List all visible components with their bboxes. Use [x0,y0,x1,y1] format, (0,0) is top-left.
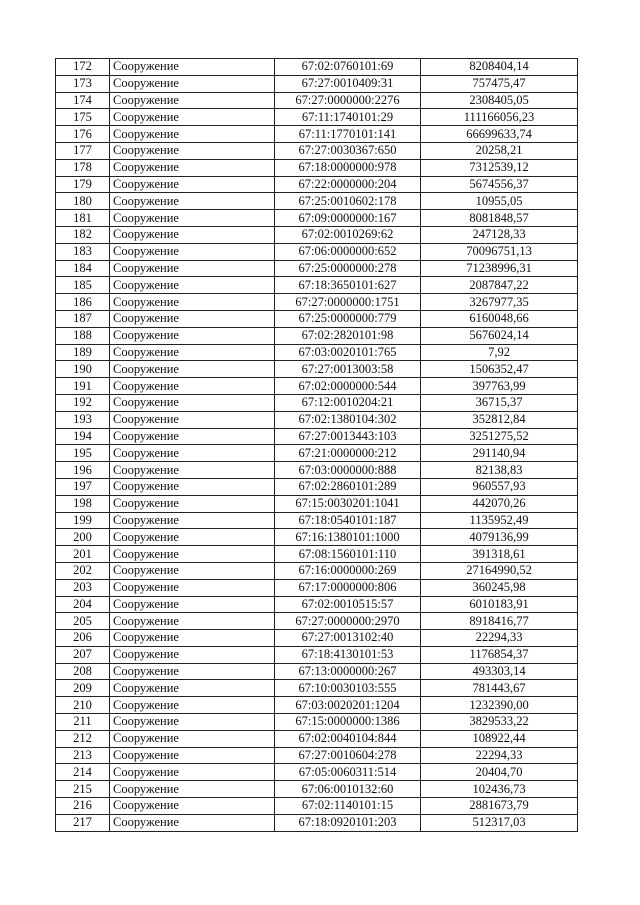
cadastral-number-cell: 67:18:0000000:978 [275,159,421,176]
object-type-cell: Сооружение [110,730,275,747]
row-number-cell: 185 [56,277,110,294]
row-number-cell: 196 [56,462,110,479]
table-row [56,176,578,193]
table-row [56,529,578,546]
row-number-cell: 184 [56,260,110,277]
cadastral-value-cell: 20404,70 [421,764,578,781]
object-type-cell: Сооружение [110,277,275,294]
table-row [56,798,578,815]
table-row [56,495,578,512]
object-type-cell: Сооружение [110,462,275,479]
table-row [56,59,578,76]
row-number-cell: 215 [56,781,110,798]
cadastral-value-cell: 7,92 [421,344,578,361]
table-row [56,613,578,630]
cadastral-number-cell: 67:16:0000000:269 [275,562,421,579]
table-row [56,663,578,680]
cadastral-number-cell: 67:15:0030201:1041 [275,495,421,512]
cadastral-value-cell: 36715,37 [421,394,578,411]
object-type-cell: Сооружение [110,781,275,798]
object-type-cell: Сооружение [110,159,275,176]
row-number-cell: 199 [56,512,110,529]
row-number-cell: 216 [56,798,110,815]
object-type-cell: Сооружение [110,176,275,193]
row-number-cell: 181 [56,210,110,227]
object-type-cell: Сооружение [110,714,275,731]
object-type-cell: Сооружение [110,210,275,227]
object-type-cell: Сооружение [110,445,275,462]
object-type-cell: Сооружение [110,428,275,445]
cadastral-value-cell: 352812,84 [421,411,578,428]
object-type-cell: Сооружение [110,92,275,109]
object-type-cell: Сооружение [110,529,275,546]
row-number-cell: 205 [56,613,110,630]
cadastral-value-cell: 1176854,37 [421,646,578,663]
table-row [56,210,578,227]
object-type-cell: Сооружение [110,378,275,395]
cadastral-value-cell: 22294,33 [421,747,578,764]
cadastral-value-cell: 108922,44 [421,730,578,747]
object-type-cell: Сооружение [110,193,275,210]
object-type-cell: Сооружение [110,747,275,764]
table-row [56,445,578,462]
cadastral-number-cell: 67:12:0010204:21 [275,394,421,411]
cadastral-number-cell: 67:27:0000000:2970 [275,613,421,630]
table-row [56,680,578,697]
row-number-cell: 198 [56,495,110,512]
object-type-cell: Сооружение [110,814,275,831]
row-number-cell: 192 [56,394,110,411]
cadastral-value-cell: 27164990,52 [421,562,578,579]
object-type-cell: Сооружение [110,75,275,92]
cadastral-number-cell: 67:17:0000000:806 [275,579,421,596]
cadastral-number-cell: 67:22:0000000:204 [275,176,421,193]
cadastral-value-cell: 82138,83 [421,462,578,479]
table-row [56,747,578,764]
table-row [56,714,578,731]
cadastral-number-cell: 67:08:1560101:110 [275,546,421,563]
table-row [56,478,578,495]
cadastral-value-cell: 70096751,13 [421,243,578,260]
table-row [56,344,578,361]
table-row [56,378,578,395]
object-type-cell: Сооружение [110,646,275,663]
row-number-cell: 182 [56,226,110,243]
cadastral-number-cell: 67:09:0000000:167 [275,210,421,227]
table-row [56,109,578,126]
cadastral-number-cell: 67:11:1740101:29 [275,109,421,126]
table-row [56,243,578,260]
table-row [56,646,578,663]
table-row [56,294,578,311]
table-row [56,193,578,210]
table-row [56,428,578,445]
row-number-cell: 195 [56,445,110,462]
cadastral-value-cell: 1232390,00 [421,697,578,714]
cadastral-value-cell: 391318,61 [421,546,578,563]
cadastral-value-cell: 397763,99 [421,378,578,395]
row-number-cell: 190 [56,361,110,378]
table-row [56,126,578,143]
row-number-cell: 175 [56,109,110,126]
cadastral-value-cell: 757475,47 [421,75,578,92]
cadastral-value-cell: 291140,94 [421,445,578,462]
table-row [56,92,578,109]
cadastral-value-cell: 1135952,49 [421,512,578,529]
row-number-cell: 194 [56,428,110,445]
table-row [56,764,578,781]
object-type-cell: Сооружение [110,109,275,126]
row-number-cell: 173 [56,75,110,92]
object-type-cell: Сооружение [110,562,275,579]
cadastral-number-cell: 67:27:0000000:1751 [275,294,421,311]
table-row [56,579,578,596]
row-number-cell: 188 [56,327,110,344]
cadastral-value-cell: 102436,73 [421,781,578,798]
object-type-cell: Сооружение [110,630,275,647]
cadastral-number-cell: 67:02:0010269:62 [275,226,421,243]
cadastral-number-cell: 67:02:1380104:302 [275,411,421,428]
cadastral-number-cell: 67:27:0030367:650 [275,142,421,159]
cadastral-value-cell: 960557,93 [421,478,578,495]
registry-table-body [56,59,578,832]
object-type-cell: Сооружение [110,546,275,563]
table-row [56,260,578,277]
row-number-cell: 200 [56,529,110,546]
object-type-cell: Сооружение [110,411,275,428]
cadastral-value-cell: 2308405,05 [421,92,578,109]
cadastral-number-cell: 67:18:3650101:627 [275,277,421,294]
object-type-cell: Сооружение [110,613,275,630]
row-number-cell: 193 [56,411,110,428]
cadastral-number-cell: 67:11:1770101:141 [275,126,421,143]
cadastral-number-cell: 67:02:0760101:69 [275,59,421,76]
cadastral-value-cell: 10955,05 [421,193,578,210]
row-number-cell: 209 [56,680,110,697]
cadastral-number-cell: 67:15:0000000:1386 [275,714,421,731]
table-row [56,394,578,411]
cadastral-number-cell: 67:27:0000000:2276 [275,92,421,109]
table-row [56,562,578,579]
cadastral-number-cell: 67:03:0000000:888 [275,462,421,479]
cadastral-value-cell: 22294,33 [421,630,578,647]
cadastral-number-cell: 67:18:0920101:203 [275,814,421,831]
cadastral-number-cell: 67:02:2820101:98 [275,327,421,344]
cadastral-value-cell: 8081848,57 [421,210,578,227]
cadastral-value-cell: 8208404,14 [421,59,578,76]
table-row [56,277,578,294]
object-type-cell: Сооружение [110,579,275,596]
cadastral-number-cell: 67:13:0000000:267 [275,663,421,680]
cadastral-number-cell: 67:02:0040104:844 [275,730,421,747]
cadastral-value-cell: 3267977,35 [421,294,578,311]
table-row [56,411,578,428]
object-type-cell: Сооружение [110,294,275,311]
object-type-cell: Сооружение [110,512,275,529]
row-number-cell: 187 [56,310,110,327]
cadastral-value-cell: 2881673,79 [421,798,578,815]
row-number-cell: 176 [56,126,110,143]
cadastral-value-cell: 20258,21 [421,142,578,159]
cadastral-value-cell: 71238996,31 [421,260,578,277]
table-row [56,512,578,529]
object-type-cell: Сооружение [110,478,275,495]
row-number-cell: 191 [56,378,110,395]
cadastral-value-cell: 781443,67 [421,680,578,697]
cadastral-number-cell: 67:18:4130101:53 [275,646,421,663]
row-number-cell: 206 [56,630,110,647]
cadastral-value-cell: 111166056,23 [421,109,578,126]
object-type-cell: Сооружение [110,697,275,714]
row-number-cell: 212 [56,730,110,747]
table-row [56,361,578,378]
cadastral-number-cell: 67:25:0000000:779 [275,310,421,327]
cadastral-number-cell: 67:10:0030103:555 [275,680,421,697]
row-number-cell: 210 [56,697,110,714]
cadastral-number-cell: 67:27:0010409:31 [275,75,421,92]
cadastral-number-cell: 67:02:0000000:544 [275,378,421,395]
object-type-cell: Сооружение [110,596,275,613]
cadastral-number-cell: 67:21:0000000:212 [275,445,421,462]
row-number-cell: 172 [56,59,110,76]
cadastral-value-cell: 360245,98 [421,579,578,596]
cadastral-number-cell: 67:03:0020101:765 [275,344,421,361]
cadastral-number-cell: 67:25:0000000:278 [275,260,421,277]
cadastral-value-cell: 4079136,99 [421,529,578,546]
table-row [56,730,578,747]
cadastral-value-cell: 3829533,22 [421,714,578,731]
table-row [56,226,578,243]
row-number-cell: 204 [56,596,110,613]
table-row [56,159,578,176]
table-row [56,697,578,714]
object-type-cell: Сооружение [110,798,275,815]
row-number-cell: 214 [56,764,110,781]
row-number-cell: 180 [56,193,110,210]
cadastral-value-cell: 3251275,52 [421,428,578,445]
table-row [56,630,578,647]
table-row [56,596,578,613]
cadastral-number-cell: 67:27:0013003:58 [275,361,421,378]
object-type-cell: Сооружение [110,142,275,159]
table-row [56,75,578,92]
row-number-cell: 186 [56,294,110,311]
table-row [56,310,578,327]
row-number-cell: 202 [56,562,110,579]
cadastral-value-cell: 5674556,37 [421,176,578,193]
row-number-cell: 207 [56,646,110,663]
cadastral-number-cell: 67:27:0013102:40 [275,630,421,647]
cadastral-number-cell: 67:02:0010515:57 [275,596,421,613]
cadastral-value-cell: 8918416,77 [421,613,578,630]
cadastral-number-cell: 67:02:2860101:289 [275,478,421,495]
row-number-cell: 189 [56,344,110,361]
table-row [56,462,578,479]
cadastral-value-cell: 442070,26 [421,495,578,512]
row-number-cell: 201 [56,546,110,563]
cadastral-number-cell: 67:05:0060311:514 [275,764,421,781]
cadastral-number-cell: 67:02:1140101:15 [275,798,421,815]
cadastral-number-cell: 67:18:0540101:187 [275,512,421,529]
object-type-cell: Сооружение [110,680,275,697]
cadastral-value-cell: 2087847,22 [421,277,578,294]
object-type-cell: Сооружение [110,495,275,512]
cadastral-value-cell: 247128,33 [421,226,578,243]
object-type-cell: Сооружение [110,310,275,327]
row-number-cell: 177 [56,142,110,159]
row-number-cell: 197 [56,478,110,495]
row-number-cell: 183 [56,243,110,260]
cadastral-value-cell: 7312539,12 [421,159,578,176]
object-type-cell: Сооружение [110,126,275,143]
row-number-cell: 174 [56,92,110,109]
cadastral-value-cell: 1506352,47 [421,361,578,378]
object-type-cell: Сооружение [110,361,275,378]
object-type-cell: Сооружение [110,59,275,76]
object-type-cell: Сооружение [110,394,275,411]
cadastral-number-cell: 67:25:0010602:178 [275,193,421,210]
row-number-cell: 179 [56,176,110,193]
object-type-cell: Сооружение [110,344,275,361]
cadastral-number-cell: 67:06:0010132:60 [275,781,421,798]
cadastral-number-cell: 67:27:0013443:103 [275,428,421,445]
object-type-cell: Сооружение [110,764,275,781]
cadastral-number-cell: 67:27:0010604:278 [275,747,421,764]
row-number-cell: 178 [56,159,110,176]
row-number-cell: 208 [56,663,110,680]
row-number-cell: 203 [56,579,110,596]
object-type-cell: Сооружение [110,243,275,260]
object-type-cell: Сооружение [110,327,275,344]
cadastral-value-cell: 512317,03 [421,814,578,831]
row-number-cell: 211 [56,714,110,731]
cadastral-value-cell: 6160048,66 [421,310,578,327]
cadastral-value-cell: 6010183,91 [421,596,578,613]
table-row [56,327,578,344]
table-row [56,814,578,831]
table-row [56,546,578,563]
table-row [56,781,578,798]
cadastral-value-cell: 66699633,74 [421,126,578,143]
row-number-cell: 213 [56,747,110,764]
table-row [56,142,578,159]
object-type-cell: Сооружение [110,663,275,680]
cadastral-number-cell: 67:16:1380101:1000 [275,529,421,546]
cadastral-number-cell: 67:06:0000000:652 [275,243,421,260]
cadastral-value-cell: 493303,14 [421,663,578,680]
row-number-cell: 217 [56,814,110,831]
object-type-cell: Сооружение [110,260,275,277]
cadastral-value-cell: 5676024,14 [421,327,578,344]
object-type-cell: Сооружение [110,226,275,243]
cadastral-number-cell: 67:03:0020201:1204 [275,697,421,714]
property-registry-table [55,58,578,832]
